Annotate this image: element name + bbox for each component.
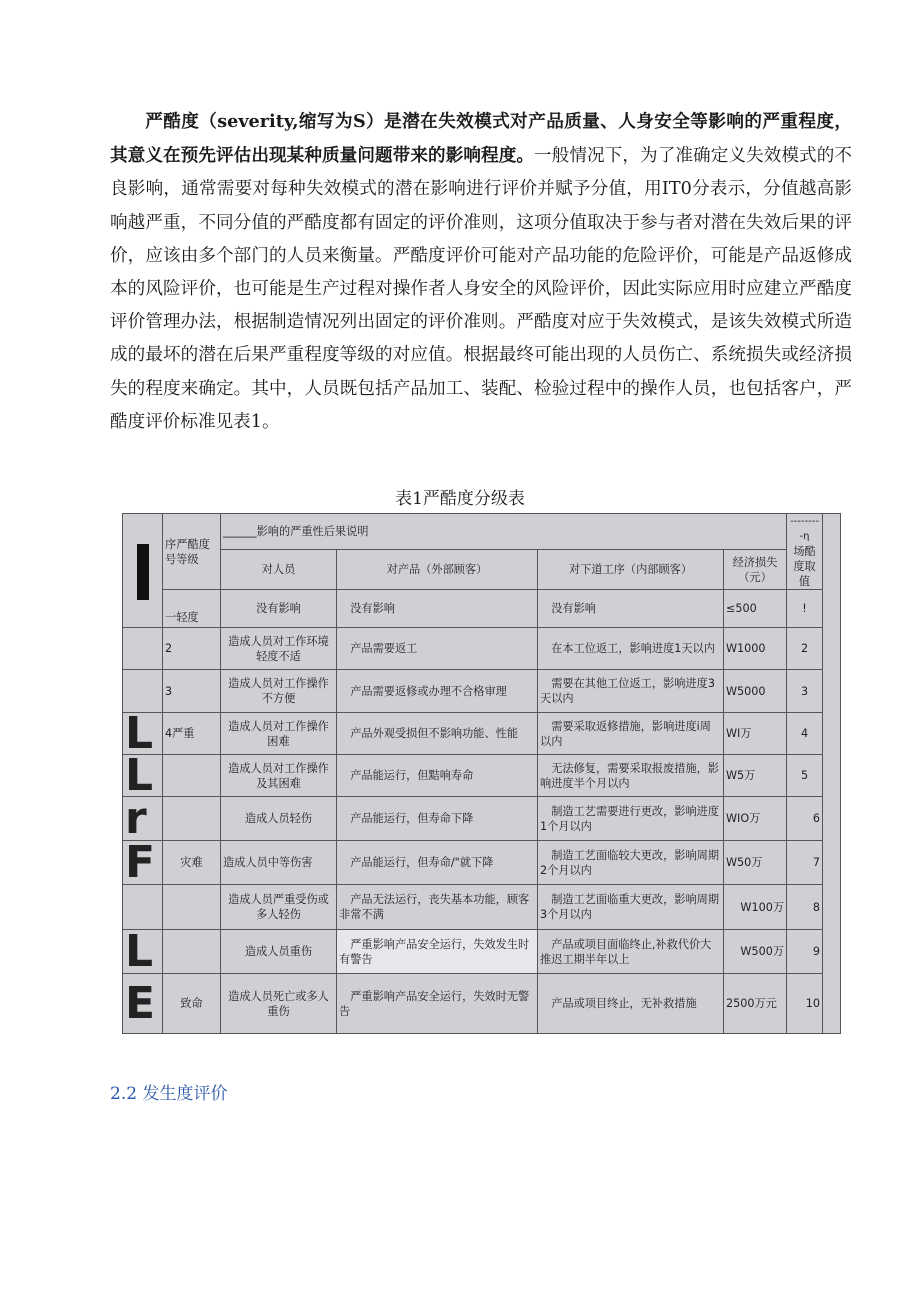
table-caption: 表1严酷度分级表 bbox=[395, 489, 525, 509]
product-cell: 产品能运行，但黠响寿命 bbox=[337, 755, 538, 797]
score-cell: 2 bbox=[787, 628, 823, 670]
next-process-cell: 在本工位返工，影响进度1天以内 bbox=[538, 628, 724, 670]
person-cell: 造成人员轻伤 bbox=[221, 797, 337, 841]
row-mark-cell bbox=[123, 628, 163, 670]
product-cell: 产品能运行，但寿命下降 bbox=[337, 797, 538, 841]
next-process-cell: 产品或项目面临终止,补救代价大推迟工期半年以上 bbox=[538, 930, 724, 974]
score-cell: 7 bbox=[787, 841, 823, 885]
grade-cell: 灾难 bbox=[163, 841, 221, 885]
header-score-top: ---------η bbox=[790, 516, 819, 542]
loss-cell: W5万 bbox=[724, 755, 787, 797]
grade-cell: 4严重 bbox=[163, 713, 221, 755]
score-cell: 4 bbox=[787, 713, 823, 755]
next-process-cell: 需要在其他工位返工，影响进度3天以内 bbox=[538, 670, 724, 713]
grade-cell bbox=[163, 797, 221, 841]
loss-cell: W5000 bbox=[724, 670, 787, 713]
row-mark-cell: r bbox=[123, 797, 163, 841]
score-cell: 9 bbox=[787, 930, 823, 974]
intro-paragraph bbox=[110, 105, 852, 439]
loss-cell: 2500万元 bbox=[724, 974, 787, 1034]
next-process-cell: 需要采取返修措施，影响进度i周以内 bbox=[538, 713, 724, 755]
person-cell: 造成人员重伤 bbox=[221, 930, 337, 974]
row-mark-cell bbox=[123, 514, 163, 628]
header-to-product: 对产品（外部顾客） bbox=[337, 550, 538, 590]
severity-table-wrapper bbox=[122, 513, 840, 1034]
row-mark-cell: F bbox=[123, 841, 163, 885]
row-mark-cell bbox=[123, 885, 163, 930]
product-cell: 产品能运行，但寿命/"就下降 bbox=[337, 841, 538, 885]
mark-bar-icon bbox=[137, 544, 149, 600]
header-seq-grade: 序严酷度号等级 bbox=[163, 514, 221, 590]
loss-cell: W50万 bbox=[724, 841, 787, 885]
grade-cell bbox=[163, 930, 221, 974]
score-cell: 10 bbox=[787, 974, 823, 1034]
product-cell: 没有影响 bbox=[337, 590, 538, 628]
section-heading: 2.2 发生度评价 bbox=[110, 1084, 228, 1104]
severity-table bbox=[122, 513, 841, 1034]
score-cell: ! bbox=[787, 590, 823, 628]
person-cell: 造成人员对工作环境轻度不适 bbox=[221, 628, 337, 670]
loss-cell: WIO万 bbox=[724, 797, 787, 841]
next-process-cell: 制造工艺面临较大更改，影响周期2个月以内 bbox=[538, 841, 724, 885]
row-mark-cell: E bbox=[123, 974, 163, 1034]
product-cell: 严重影响产品安全运行，失效发生时有警告 bbox=[337, 930, 538, 974]
grade-cell: 一轻度 bbox=[163, 590, 221, 628]
product-cell: 产品外观受损但不影响功能、性能 bbox=[337, 713, 538, 755]
next-process-cell: 制造工艺面临重大更改，影响周期3个月以内 bbox=[538, 885, 724, 930]
header-score-label: 场酷度取值 bbox=[793, 545, 816, 588]
person-cell: 造成人员对工作操作不方便 bbox=[221, 670, 337, 713]
row-mark-cell: L bbox=[123, 755, 163, 797]
loss-cell: WI万 bbox=[724, 713, 787, 755]
header-to-person: 对人员 bbox=[221, 550, 337, 590]
header-effect-title: ______影响的严重性后果说明 bbox=[221, 514, 787, 550]
product-cell: 产品需要返工 bbox=[337, 628, 538, 670]
loss-cell: W1000 bbox=[724, 628, 787, 670]
person-cell: 没有影响 bbox=[221, 590, 337, 628]
row-mark-cell: L bbox=[123, 713, 163, 755]
grade-cell bbox=[163, 885, 221, 930]
table-right-edge bbox=[823, 514, 841, 1034]
row-mark-cell bbox=[123, 670, 163, 713]
person-cell: 造成人员死亡或多人重伤 bbox=[221, 974, 337, 1034]
next-process-cell: 产品或项目终止，无补救措施 bbox=[538, 974, 724, 1034]
score-cell: 8 bbox=[787, 885, 823, 930]
grade-cell: 2 bbox=[163, 628, 221, 670]
loss-cell: W100万 bbox=[724, 885, 787, 930]
score-cell: 6 bbox=[787, 797, 823, 841]
header-to-next: 对下道工序（内部顾客） bbox=[538, 550, 724, 590]
next-process-cell: 制造工艺需要进行更改，影响进度1个月以内 bbox=[538, 797, 724, 841]
row-mark-cell: L bbox=[123, 930, 163, 974]
next-process-cell: 无法修复，需要采取报废措施，影响进度半个月以内 bbox=[538, 755, 724, 797]
next-process-cell: 没有影响 bbox=[538, 590, 724, 628]
intro-bold-text: 严酷度（severity,缩写为S）是潜在失效模式对产品质量、人身安全等影响的严重程度，其意义在预先评估出现某种质量问题带来的影响程度。 bbox=[110, 111, 852, 167]
product-cell: 产品无法运行，丧失基本功能，顾客非常不满 bbox=[337, 885, 538, 930]
header-score bbox=[787, 514, 823, 590]
loss-cell: ≤500 bbox=[724, 590, 787, 628]
grade-cell: 3 bbox=[163, 670, 221, 713]
product-cell: 严重影响产品安全运行，失效时无警告 bbox=[337, 974, 538, 1034]
score-cell: 3 bbox=[787, 670, 823, 713]
person-cell: 造成人员对工作操作及其困难 bbox=[221, 755, 337, 797]
product-cell: 产品需要返修或办理不合格审理 bbox=[337, 670, 538, 713]
intro-normal-text: 一般情况下，为了准确定义失效模式的不良影响，通常需要对每种失效模式的潜在影响进行评价并赋予分值，用IT0分表示，分值越高影响越严重，不同分值的严酷度都有固定的评价准则，这项分值取决于参与者对潜在失效后果的评价，应该由多个部门的人员来衡量。严酷度评价可能对产品功能的危险评价，可能是产品返修成本的风险评价，也可能是生产过程对操作者人身安全的风险评价，因此实际应用时应建立严酷度评价管理办法，根据制造情况列出固定的评价准则。严酷度对应于失效模式，是该失效模式所造成的最坏的潜在后果严重程度等级的对应值。根据最终可能出现的人员伤亡、系统损失或经济损失的程度来确定。其中，人员既包括产品加工、装配、检验过程中的操作人员，也包括客户，严酷度评价标准见表1。 bbox=[110, 146, 852, 432]
person-cell: 造成人员中等伤害 bbox=[221, 841, 337, 885]
score-cell: 5 bbox=[787, 755, 823, 797]
header-econ-loss: 经济损失（元） bbox=[724, 550, 787, 590]
grade-cell bbox=[163, 755, 221, 797]
loss-cell: W500万 bbox=[724, 930, 787, 974]
person-cell: 造成人员对工作操作困难 bbox=[221, 713, 337, 755]
grade-cell: 致命 bbox=[163, 974, 221, 1034]
person-cell: 造成人员严重受伤或多人轻伤 bbox=[221, 885, 337, 930]
